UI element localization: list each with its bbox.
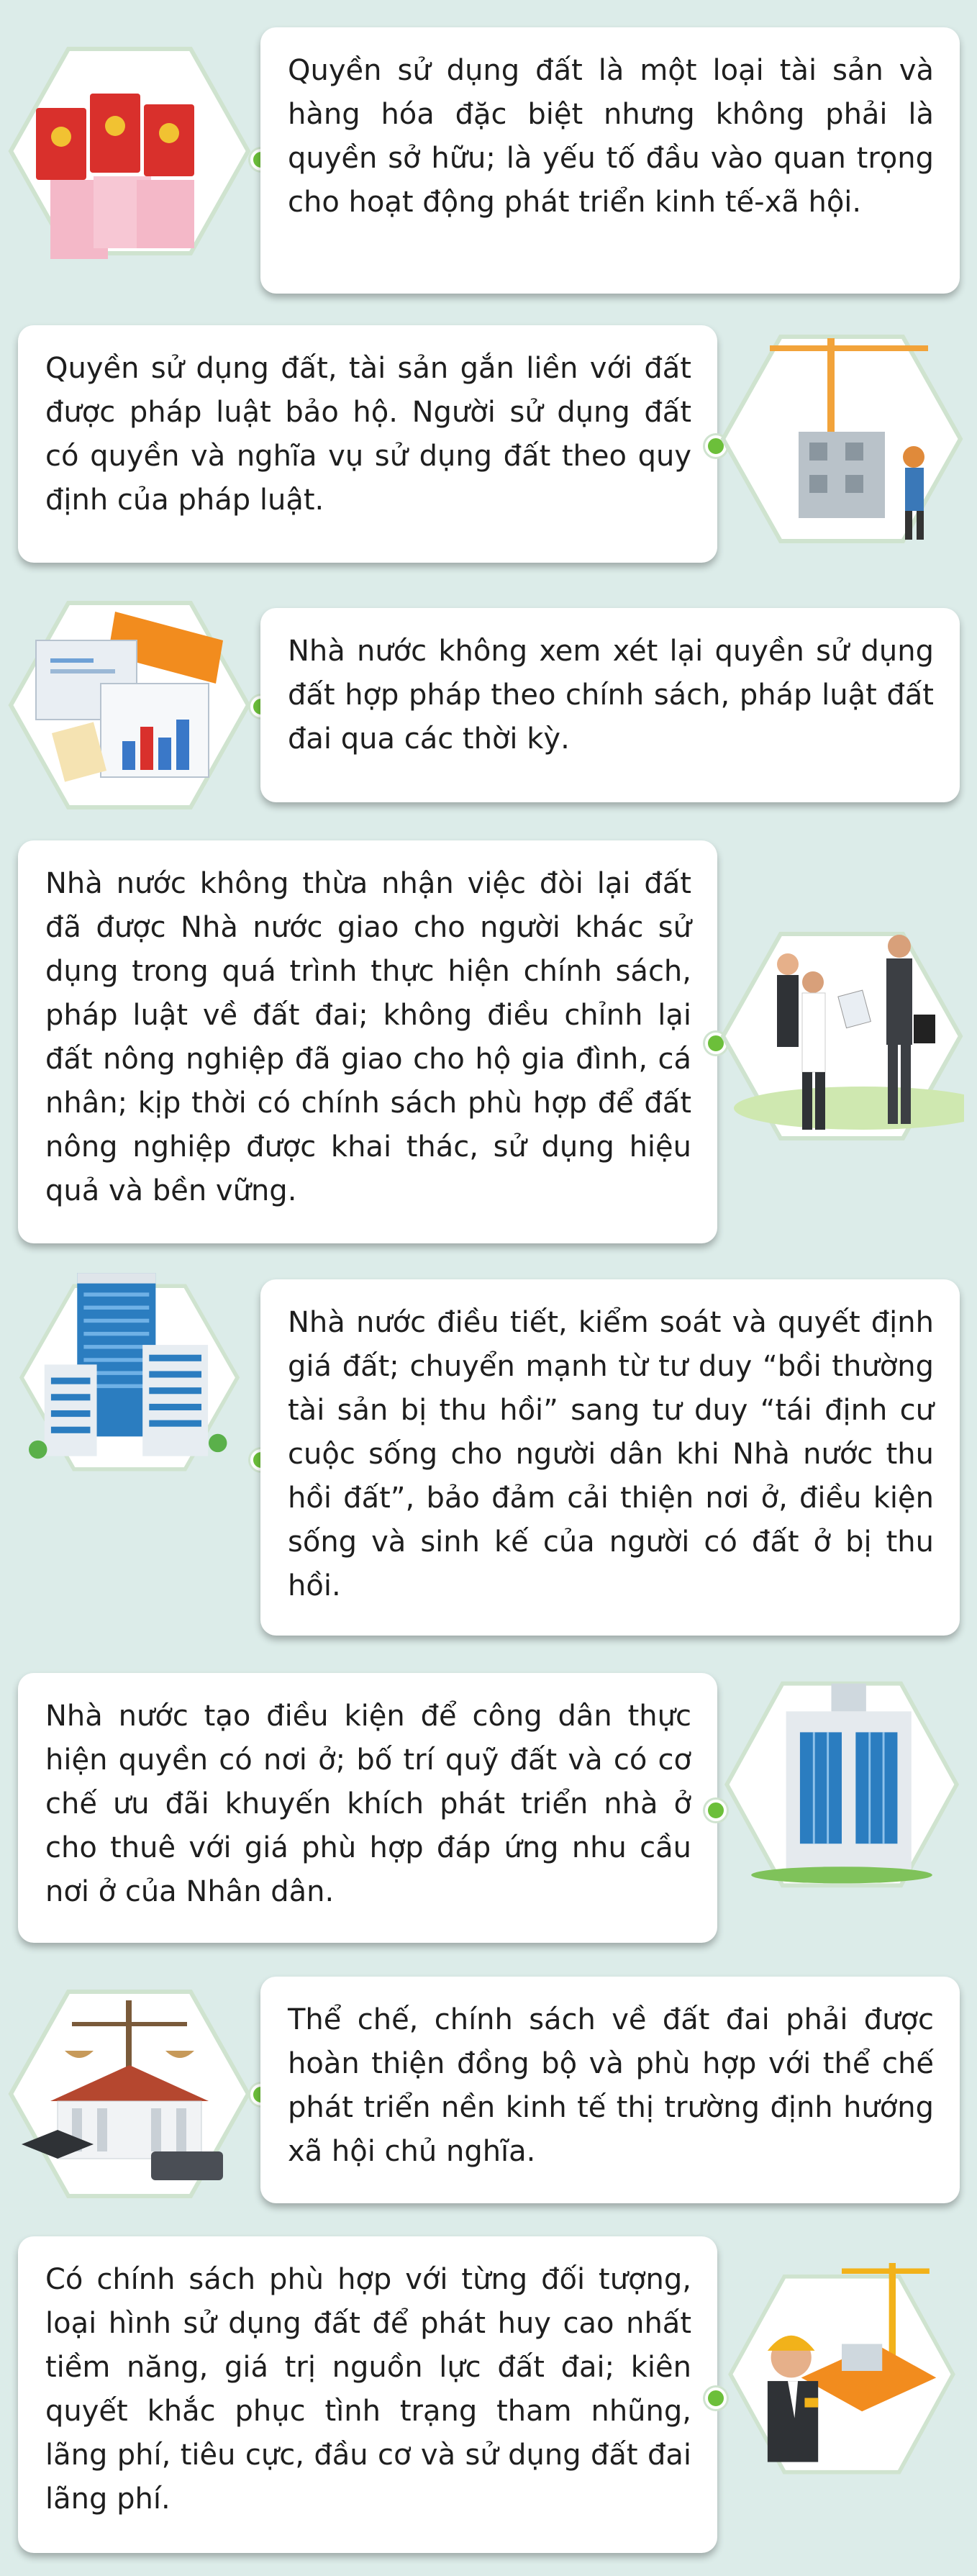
policy-text: Nhà nước điều tiết, kiểm soát và quyết định giá đất; chuyển mạnh từ tư duy “bồi thường tài sản bị thu hồi” sang tư duy “tái định cư cuộc sống cho người dân khi Nhà nước thu hồi đất”, bảo đảm cải thiện nơi ở, điều kiện sống và sinh kế của người có đất ở bị thu hồi. [288,1306,934,1602]
policy-card [260,1977,960,2203]
apartment-building-icon [719,1677,964,1892]
documents-chart-icon [7,597,252,813]
office-towers-icon [7,1266,252,1482]
engineer-construction-icon [719,2263,964,2479]
policy-text: Nhà nước không xem xét lại quyền sử dụng đất hợp pháp theo chính sách, pháp luật đất đai qua các thời kỳ. [288,635,934,756]
land-certificate-icon [7,43,252,259]
policy-text: Nhà nước tạo điều kiện để công dân thực hiện quyền có nơi ở; bố trí quỹ đất và có cơ chế ưu đãi khuyến khích phát triển nhà ở cho thuê với giá phù hợp đáp ứng nhu cầu nơi ở của Nhân dân. [45,1700,691,1908]
policy-card [18,325,717,563]
policy-card [18,840,717,1243]
policy-text: Thể chế, chính sách về đất đai phải được hoàn thiện đồng bộ và phù hợp với thể chế phát triển nền kinh tế thị trường định hướng xã hội chủ nghĩa. [288,2003,934,2168]
policy-text: Quyền sử dụng đất là một loại tài sản và hàng hóa đặc biệt nhưng không phải là quyền sở hữu; là yếu tố đầu vào quan trọng cho hoạt động phát triển kinh tế-xã hội. [288,54,934,219]
policy-card [260,608,960,802]
businessmen-handshake-icon [719,928,964,1144]
policy-card [260,27,960,294]
policy-text: Nhà nước không thừa nhận việc đòi lại đất đã được Nhà nước giao cho người khác sử dụng trong quá trình thực hiện chính sách, pháp luật về đất đai; không điều chỉnh lại đất nông nghiệp đã giao cho hộ gia đình, cá nhân; kịp thời có chính sách phù hợp để đất nông nghiệp được khai thác, sử dụng hiệu quả và bền vững. [45,867,691,1207]
policy-text: Có chính sách phù hợp với từng đối tượng, loại hình sử dụng đất để phát huy cao nhất tiềm năng, giá trị nguồn lực đất đai; kiên quyết khắc phục tình trạng tham nhũng, lãng phí, tiêu cực, đầu cơ và sử dụng đất đai lãng phí. [45,2263,691,2516]
policy-card [18,1673,717,1943]
justice-scales-icon [7,1986,252,2202]
policy-card [260,1279,960,1636]
construction-crane-icon [719,331,964,547]
policy-card [18,2236,717,2553]
policy-text: Quyền sử dụng đất, tài sản gắn liền với đất được pháp luật bảo hộ. Người sử dụng đất có quyền và nghĩa vụ sử dụng đất theo quy định của pháp luật. [45,352,691,517]
